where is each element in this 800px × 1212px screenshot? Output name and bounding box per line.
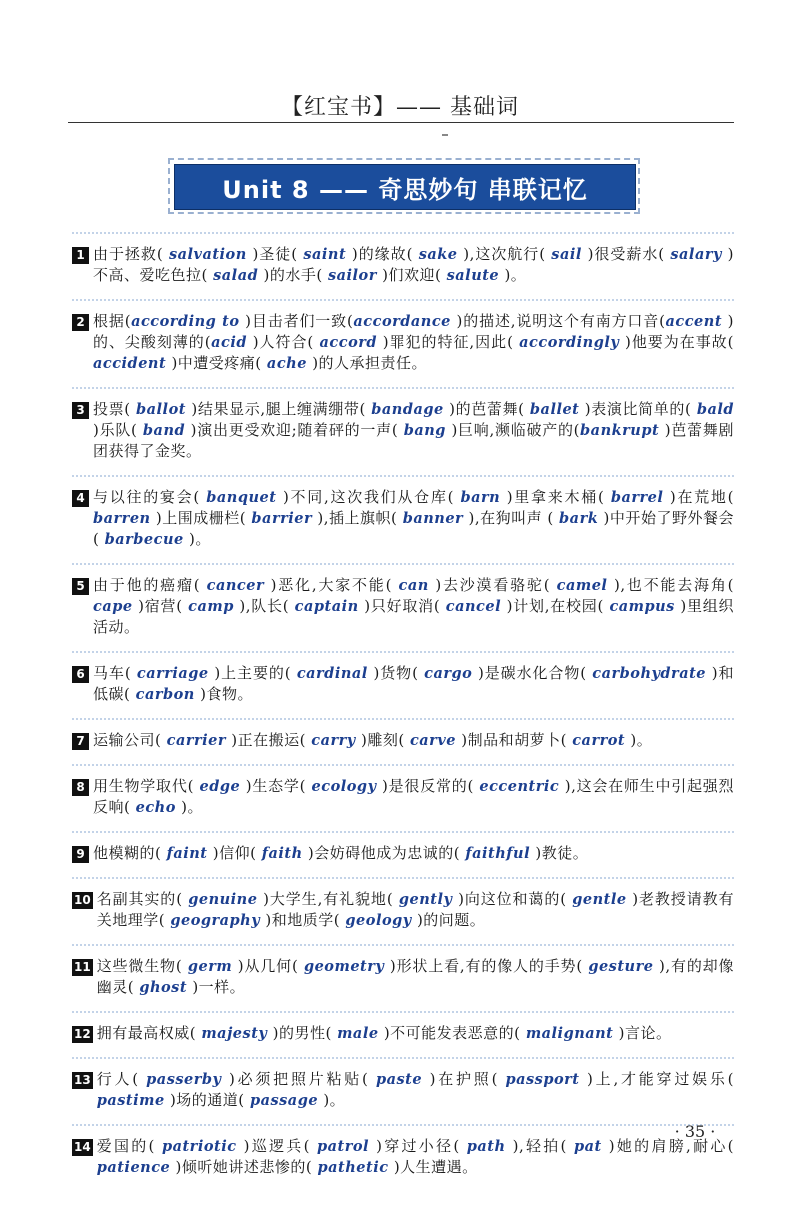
sentence-text: 这些微生物( germ )从几何( geometry )形状上看,有的像人的手势( gesture ),有的却像幽灵( ghost )一样。	[96, 957, 735, 996]
english-word: accident	[93, 355, 167, 372]
sentence-text: 用生物学取代( edge )生态学( ecology )是很反常的( eccentric ),这会在师生中引起强烈反响( echo )。	[93, 777, 734, 816]
english-word: accord	[319, 334, 378, 351]
sentence-item	[72, 764, 734, 831]
item-number-badge: 13	[74, 1073, 91, 1087]
english-word: sailor	[327, 267, 377, 284]
sentence-text: 根据(according to )目击者们一致(accordance )的描述,说明这个有南方口音(accent )的、尖酸刻薄的(acid )人符合( accord )罪犯的特征,因此( accordingly )他要为在事故( accident )中遭受疼痛( ache )的人承担责任。	[93, 312, 735, 372]
english-word: gently	[398, 891, 453, 908]
item-number-badge: 14	[74, 1140, 91, 1154]
page-header-title: 【红宝书】—— 基础词	[281, 95, 519, 120]
sentence-list	[72, 232, 734, 1191]
english-word: campus	[609, 598, 675, 615]
sentence-item	[72, 944, 734, 1011]
unit-title-frame	[168, 158, 640, 214]
english-word: carry	[311, 732, 356, 749]
english-word: barbecue	[104, 531, 184, 548]
sentence-item	[72, 1124, 734, 1191]
english-word: salary	[670, 246, 722, 263]
english-word: ache	[266, 355, 307, 372]
english-word: cargo	[424, 665, 473, 682]
english-word: carrier	[166, 732, 227, 749]
english-word: camel	[556, 577, 608, 594]
sentence-item	[72, 718, 734, 764]
unit-title-banner: Unit 8 —— 奇思妙句 串联记忆	[174, 164, 636, 210]
english-word: sake	[418, 246, 458, 263]
english-word: carrot	[572, 732, 626, 749]
page-number: · 35 ·	[674, 1122, 716, 1141]
english-word: eccentric	[479, 778, 560, 795]
english-word: bang	[403, 422, 446, 439]
english-word: barren	[93, 510, 151, 527]
item-number-badge: 12	[74, 1027, 91, 1041]
english-word: camp	[188, 598, 234, 615]
sentence-text: 由于他的癌瘤( cancer )恶化,大家不能( can )去沙漠看骆驼( camel ),也不能去海角( cape )宿营( camp ),队长( captain )只好取消( cancel )计划,在校园( campus )里组织活动。	[93, 576, 735, 636]
english-word: genuine	[188, 891, 258, 908]
english-word: patriotic	[161, 1138, 237, 1155]
header-rule	[68, 122, 734, 123]
english-word: bark	[559, 510, 599, 527]
english-word: cape	[93, 598, 133, 615]
english-word: captain	[294, 598, 359, 615]
english-word: ballet	[529, 401, 580, 418]
english-word: salad	[213, 267, 259, 284]
english-word: paste	[375, 1071, 423, 1088]
sentence-text: 投票( ballot )结果显示,腿上缠满绷带( bandage )的芭蕾舞( ballet )表演比简单的( bald )乐队( band )演出更受欢迎;随着砰的一声( bang )巨响,濒临破产的(bankrupt )芭蕾舞剧团获得了金奖。	[93, 400, 735, 460]
sentence-text: 运输公司( carrier )正在搬运( carry )雕刻( carve )制品和胡萝卜( carrot )。	[93, 731, 653, 749]
english-word: faithful	[465, 845, 531, 862]
english-word: ghost	[139, 979, 188, 996]
english-word: banner	[402, 510, 464, 527]
sentence-item	[72, 1011, 734, 1057]
sentence-text: 拥有最高权威( majesty )的男性( male )不可能发表恶意的( malignant )言论。	[96, 1024, 672, 1042]
item-number-badge: 8	[72, 779, 89, 796]
item-number-badge: 11	[74, 960, 91, 974]
sentence-text: 他模糊的( faint )信仰( faith )会妨碍他成为忠诚的( faithful )教徒。	[93, 844, 589, 862]
english-word: bandage	[371, 401, 444, 418]
english-word: geography	[170, 912, 261, 929]
sentence-item	[72, 877, 734, 944]
english-word: passage	[249, 1092, 319, 1109]
english-word: malignant	[525, 1025, 614, 1042]
item-number-badge: 10	[74, 893, 91, 907]
english-word: accordance	[353, 313, 451, 330]
english-word: echo	[135, 799, 176, 816]
english-word: geology	[345, 912, 412, 929]
english-word: cancel	[445, 598, 502, 615]
english-word: passerby	[146, 1071, 222, 1088]
item-number-badge: 2	[72, 314, 89, 331]
english-word: accordingly	[519, 334, 620, 351]
item-number-badge: 9	[72, 846, 89, 863]
sentence-text: 马车( carriage )上主要的( cardinal )货物( cargo )是碳水化合物( carbohydrate )和低碳( carbon )食物。	[93, 664, 734, 703]
sentence-item	[72, 563, 734, 651]
english-word: saint	[303, 246, 347, 263]
english-word: gentle	[572, 891, 627, 908]
item-number-badge: 5	[72, 578, 89, 595]
english-word: sail	[551, 246, 582, 263]
english-word: can	[398, 577, 429, 594]
english-word: geometry	[303, 958, 385, 975]
english-word: gesture	[588, 958, 654, 975]
english-word: male	[337, 1025, 379, 1042]
english-word: barrel	[610, 489, 664, 506]
item-number-badge: 4	[72, 490, 89, 507]
english-word: edge	[199, 778, 241, 795]
english-word: bankrupt	[580, 422, 660, 439]
english-word: banquet	[206, 489, 277, 506]
english-word: carriage	[136, 665, 209, 682]
sentence-text: 爱国的( patriotic )巡逻兵( patrol )穿过小径( path ),轻拍( pat )她的肩膀,耐心( patience )倾听她讲述悲惨的( pathetic )人生遭遇。	[96, 1137, 734, 1176]
decorative-dot	[442, 134, 448, 136]
item-number-badge: 7	[72, 733, 89, 750]
sentence-item	[72, 475, 734, 563]
english-word: accent	[665, 313, 723, 330]
english-word: barn	[460, 489, 501, 506]
english-word: germ	[187, 958, 233, 975]
english-word: band	[142, 422, 186, 439]
sentence-item	[72, 232, 734, 299]
english-word: carbohydrate	[592, 665, 707, 682]
english-word: acid	[211, 334, 247, 351]
english-word: salute	[446, 267, 500, 284]
item-number-badge: 6	[72, 666, 89, 683]
sentence-item	[72, 831, 734, 877]
english-word: pastime	[96, 1092, 165, 1109]
english-word: bald	[696, 401, 734, 418]
english-word: faint	[166, 845, 208, 862]
item-number-badge: 1	[72, 247, 89, 264]
english-word: faith	[261, 845, 303, 862]
english-word: pat	[573, 1138, 602, 1155]
english-word: salvation	[168, 246, 247, 263]
sentence-item	[72, 387, 734, 475]
english-word: patience	[96, 1159, 171, 1176]
english-word: cancer	[206, 577, 265, 594]
item-number-badge: 3	[72, 402, 89, 419]
english-word: barrier	[251, 510, 313, 527]
english-word: passport	[505, 1071, 580, 1088]
english-word: according to	[131, 313, 240, 330]
english-word: carbon	[135, 686, 195, 703]
sentence-text: 名副其实的( genuine )大学生,有礼貌地( gently )向这位和蔼的( gentle )老教授请教有关地理学( geography )和地质学( geology )的问题。	[96, 890, 735, 929]
sentence-text: 由于拯救( salvation )圣徒( saint )的缘故( sake ),这次航行( sail )很受薪水( salary )不高、爱吃色拉( salad )的水手( sailor )们欢迎( salute )。	[93, 245, 734, 284]
english-word: patrol	[316, 1138, 370, 1155]
english-word: majesty	[201, 1025, 268, 1042]
sentence-item	[72, 651, 734, 718]
english-word: pathetic	[317, 1159, 389, 1176]
english-word: ballot	[136, 401, 186, 418]
english-word: carve	[409, 732, 456, 749]
english-word: cardinal	[296, 665, 368, 682]
sentence-text: 与以往的宴会( banquet )不同,这次我们从仓库( barn )里拿来木桶( barrel )在荒地( barren )上围成栅栏( barrier ),插上旗帜( banner ),在狗叫声 ( bark )中开始了野外餐会( barbecue )。	[93, 488, 734, 548]
sentence-item	[72, 299, 734, 387]
english-word: ecology	[311, 778, 377, 795]
sentence-text: 行人( passerby )必须把照片粘贴( paste )在护照( passport )上,才能穿过娱乐( pastime )场的通道( passage )。	[96, 1070, 734, 1109]
english-word: path	[466, 1138, 506, 1155]
sentence-item	[72, 1057, 734, 1124]
